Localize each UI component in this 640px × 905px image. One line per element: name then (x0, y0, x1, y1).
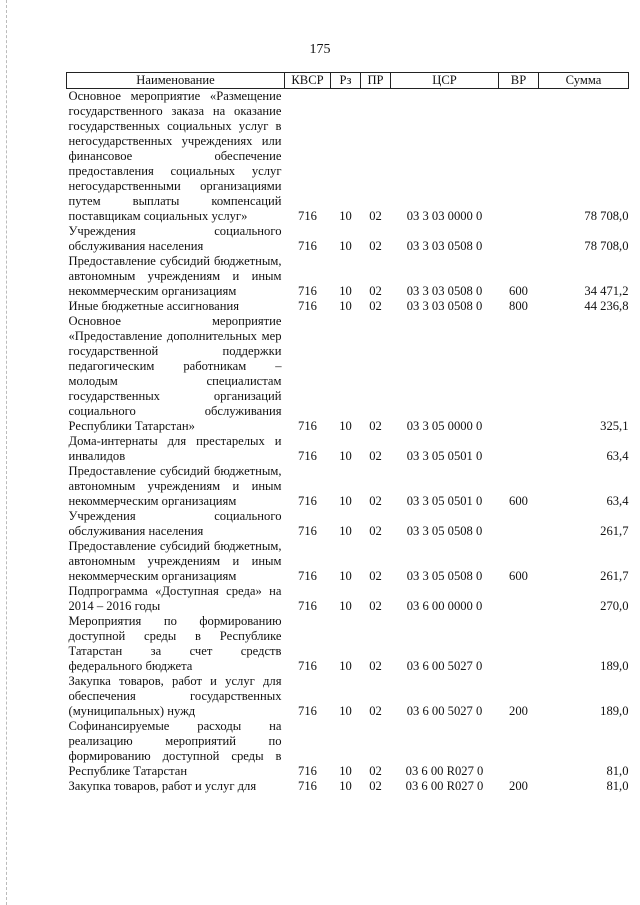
row-vr: 200 (509, 779, 528, 793)
table-header-row (67, 73, 629, 89)
row-kvsr: 716 (298, 494, 317, 508)
row-kvsr: 716 (298, 704, 317, 718)
row-sum: 63,4 (606, 449, 629, 463)
row-csr: 03 3 05 0508 0 (406, 524, 483, 538)
row-pr: 02 (369, 524, 382, 538)
row-vr (499, 224, 539, 254)
row-pr: 02 (369, 419, 382, 433)
header-sum: Сумма (539, 73, 629, 89)
row-vr (499, 614, 539, 674)
row-sum: 63,4 (606, 494, 629, 508)
row-rz: 10 (339, 209, 352, 223)
row-sum: 261,7 (600, 524, 629, 538)
header-kvsr: КВСР (285, 73, 331, 89)
row-pr: 02 (369, 704, 382, 718)
table-row (67, 539, 629, 584)
row-sum: 325,1 (600, 419, 629, 433)
row-csr: 03 6 00 R027 0 (405, 764, 484, 778)
row-vr: 600 (509, 494, 528, 508)
row-csr: 03 3 05 0501 0 (406, 494, 483, 508)
row-kvsr: 716 (298, 419, 317, 433)
table-body (67, 89, 629, 795)
row-pr: 02 (369, 779, 382, 793)
row-pr: 02 (369, 569, 382, 583)
row-name: Иные бюджетные ассигнования (68, 299, 240, 313)
header-name: Наименование (67, 73, 285, 89)
row-csr: 03 3 05 0000 0 (406, 419, 483, 433)
row-sum: 189,0 (600, 659, 629, 673)
row-rz: 10 (339, 764, 352, 778)
row-kvsr: 716 (298, 449, 317, 463)
row-csr: 03 6 00 0000 0 (406, 599, 483, 613)
row-name: Основное мероприятие «Размещение государственного заказа на оказание государственных социальных услуг в негосударственных учреждениях или финансовое обеспечение предоставления социальных услуг негосударственными организациями путем выплаты компенсаций поставщикам социальных услуг» (68, 89, 282, 223)
row-sum: 261,7 (600, 569, 629, 583)
row-pr: 02 (369, 599, 382, 613)
budget-table (66, 72, 629, 794)
row-name: Дома-интернаты для престарелых и инвалидов (68, 434, 282, 463)
row-kvsr: 716 (298, 209, 317, 223)
binding-margin-line (6, 0, 8, 905)
row-kvsr: 716 (298, 524, 317, 538)
table-row (67, 614, 629, 674)
row-csr: 03 3 05 0501 0 (406, 449, 483, 463)
header-rz: Рз (331, 73, 361, 89)
row-pr: 02 (369, 239, 382, 253)
row-name: Мероприятия по формированию доступной среды в Республике Татарстан за счет средств федерального бюджета (68, 614, 282, 673)
row-rz: 10 (339, 704, 352, 718)
row-rz: 10 (339, 239, 352, 253)
row-sum: 34 471,2 (584, 284, 629, 298)
row-vr (499, 584, 539, 614)
row-vr (499, 719, 539, 779)
table-row (67, 434, 629, 464)
table-row (67, 509, 629, 539)
row-csr: 03 3 03 0508 0 (406, 239, 483, 253)
row-name: Подпрограмма «Доступная среда» на 2014 – 2016 годы (68, 584, 282, 613)
row-vr (499, 434, 539, 464)
row-name: Учреждения социального обслуживания населения (68, 509, 282, 538)
row-rz: 10 (339, 659, 352, 673)
row-name: Предоставление субсидий бюджетным, автономным учреждениям и иным некоммерческим организациям (68, 464, 282, 508)
row-csr: 03 6 00 5027 0 (406, 704, 483, 718)
row-vr (499, 314, 539, 434)
row-vr: 200 (509, 704, 528, 718)
page-number: 175 (309, 42, 331, 57)
row-kvsr: 716 (298, 764, 317, 778)
header-csr: ЦСР (391, 73, 499, 89)
row-sum: 81,0 (606, 764, 629, 778)
row-kvsr: 716 (298, 239, 317, 253)
row-csr: 03 3 03 0000 0 (406, 209, 483, 223)
row-kvsr: 716 (298, 659, 317, 673)
row-vr (499, 509, 539, 539)
table-row (67, 719, 629, 779)
row-pr: 02 (369, 449, 382, 463)
row-kvsr: 716 (298, 779, 317, 793)
row-rz: 10 (339, 284, 352, 298)
row-sum: 78 708,0 (584, 209, 629, 223)
row-name: Основное мероприятие «Предоставление дополнительных мер государственной поддержки педагогическим работникам – молодым специалистам государственных организаций социального обслуживания Республики Татарстан» (68, 314, 282, 433)
row-vr: 600 (509, 284, 528, 298)
row-sum: 44 236,8 (584, 299, 629, 313)
row-kvsr: 716 (298, 569, 317, 583)
table-row (67, 89, 629, 225)
row-kvsr: 716 (298, 599, 317, 613)
row-sum: 189,0 (600, 704, 629, 718)
header-vr: ВР (499, 73, 539, 89)
row-name: Предоставление субсидий бюджетным, автономным учреждениям и иным некоммерческим организациям (68, 539, 282, 583)
row-name: Закупка товаров, работ и услуг для (68, 779, 257, 793)
table-row (67, 224, 629, 254)
row-kvsr: 716 (298, 284, 317, 298)
row-rz: 10 (339, 494, 352, 508)
row-pr: 02 (369, 284, 382, 298)
row-csr: 03 6 00 R027 0 (405, 779, 484, 793)
table-row (67, 464, 629, 509)
table-row (67, 584, 629, 614)
row-name: Учреждения социального обслуживания населения (68, 224, 282, 253)
row-name: Предоставление субсидий бюджетным, автономным учреждениям и иным некоммерческим организациям (68, 254, 282, 298)
table-row (67, 299, 629, 314)
row-rz: 10 (339, 779, 352, 793)
row-pr: 02 (369, 299, 382, 313)
row-sum: 81,0 (606, 779, 629, 793)
row-sum: 78 708,0 (584, 239, 629, 253)
row-pr: 02 (369, 764, 382, 778)
row-rz: 10 (339, 419, 352, 433)
row-name: Закупка товаров, работ и услуг для обеспечения государственных (муниципальных) нужд (68, 674, 282, 718)
table-row (67, 254, 629, 299)
row-sum: 270,0 (600, 599, 629, 613)
row-pr: 02 (369, 209, 382, 223)
row-rz: 10 (339, 524, 352, 538)
row-vr (499, 89, 539, 225)
row-pr: 02 (369, 659, 382, 673)
row-vr: 600 (509, 569, 528, 583)
row-kvsr: 716 (298, 299, 317, 313)
row-csr: 03 3 03 0508 0 (406, 284, 483, 298)
row-rz: 10 (339, 299, 352, 313)
table-row (67, 674, 629, 719)
table-row (67, 314, 629, 434)
row-rz: 10 (339, 569, 352, 583)
row-rz: 10 (339, 599, 352, 613)
row-rz: 10 (339, 449, 352, 463)
row-vr: 800 (509, 299, 528, 313)
row-csr: 03 3 03 0508 0 (406, 299, 483, 313)
table-row (67, 779, 629, 794)
row-pr: 02 (369, 494, 382, 508)
header-pr: ПР (361, 73, 391, 89)
row-csr: 03 3 05 0508 0 (406, 569, 483, 583)
row-csr: 03 6 00 5027 0 (406, 659, 483, 673)
row-name: Софинансируемые расходы на реализацию мероприятий по формированию доступной среды в Республике Татарстан (68, 719, 282, 778)
